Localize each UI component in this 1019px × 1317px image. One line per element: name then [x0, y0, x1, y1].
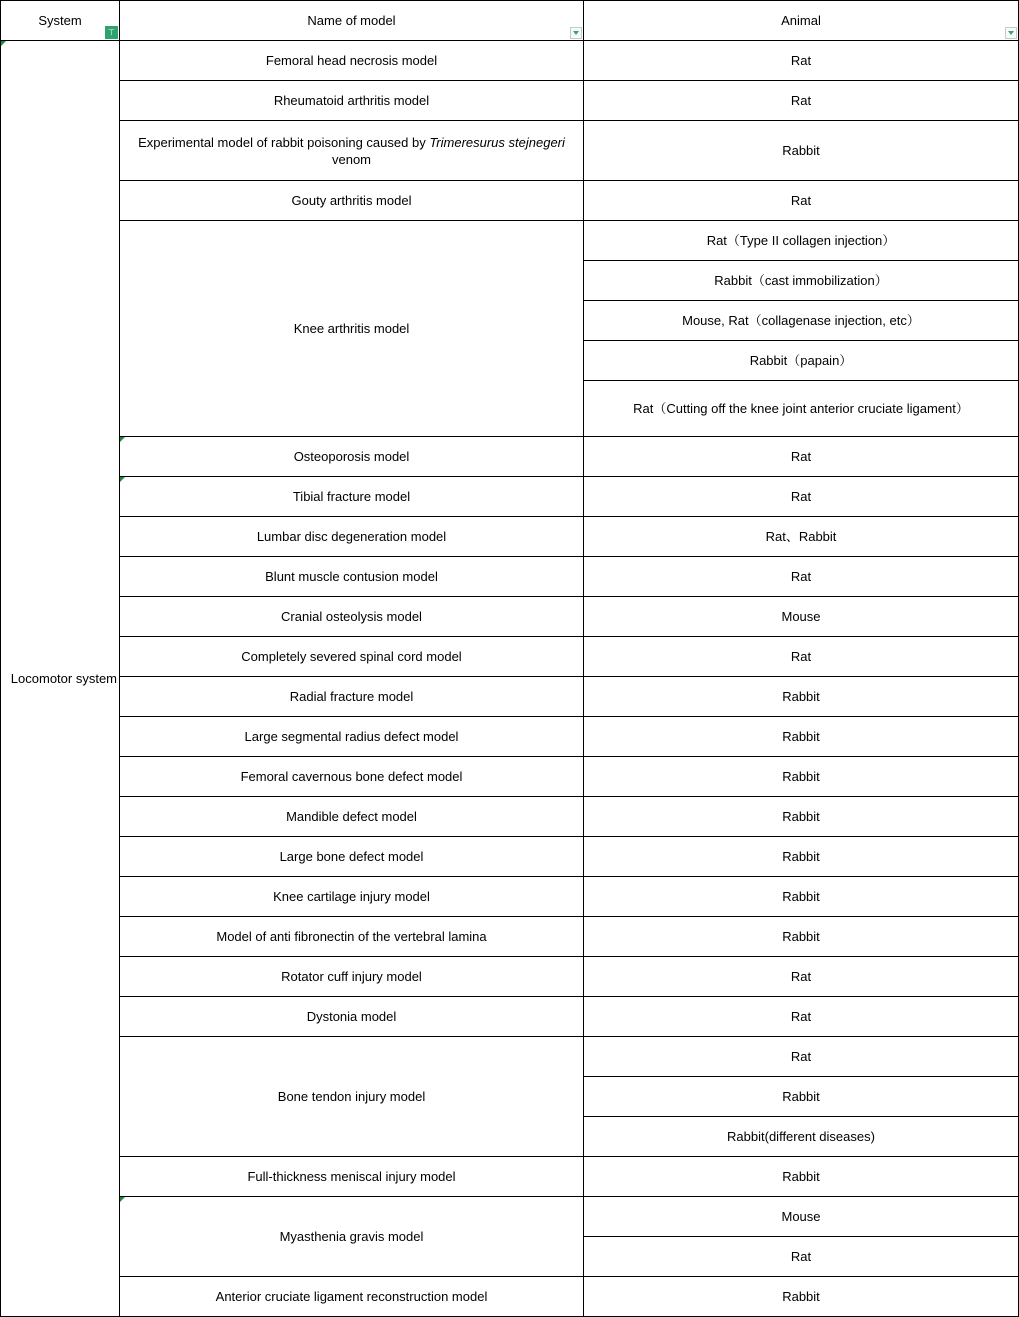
comment-marker-icon [120, 477, 125, 482]
animal-label: Rabbit [782, 143, 820, 158]
animal-cell[interactable] [584, 957, 1019, 997]
model-cell[interactable] [120, 221, 584, 437]
animal-cell[interactable] [584, 1277, 1019, 1317]
model-label-part: Experimental model of rabbit poisoning caused by [138, 134, 430, 150]
header-label: System [38, 13, 82, 28]
model-cell[interactable] [120, 957, 584, 997]
animal-cell[interactable] [584, 1077, 1019, 1117]
animal-cell[interactable] [584, 677, 1019, 717]
model-cell[interactable] [120, 437, 584, 477]
model-label: Rheumatoid arthritis model [273, 93, 430, 108]
model-cell[interactable] [120, 717, 584, 757]
model-label: Mandible defect model [286, 809, 417, 824]
animal-label: Mouse, Rat（collagenase injection, etc） [682, 313, 920, 328]
comment-marker-icon [1, 41, 6, 46]
filter-dropdown-icon[interactable] [1005, 27, 1017, 39]
model-cell[interactable] [120, 1037, 584, 1157]
model-label: Lumbar disc degeneration model [256, 529, 447, 544]
animal-cell[interactable] [584, 477, 1019, 517]
animal-cell[interactable] [584, 1117, 1019, 1157]
animal-label: Rabbit [782, 729, 820, 744]
animal-cell[interactable] [584, 557, 1019, 597]
animal-label: Rabbit（papain） [749, 353, 853, 368]
model-label: Rotator cuff injury model [281, 969, 422, 984]
animal-label: Rat [790, 569, 812, 584]
model-cell[interactable] [120, 41, 584, 81]
model-label: Radial fracture model [289, 689, 414, 704]
model-cell[interactable] [120, 997, 584, 1037]
comment-marker-icon [120, 1197, 125, 1202]
animal-label: Rat（Type II collagen injection） [706, 233, 896, 248]
header-label: Name of model [307, 13, 396, 28]
animal-label: Rat [790, 449, 812, 464]
model-cell[interactable] [120, 677, 584, 717]
model-label: Knee cartilage injury model [273, 889, 430, 904]
animal-label: Rat [790, 93, 812, 108]
animal-cell[interactable] [584, 637, 1019, 677]
model-cell[interactable] [120, 1157, 584, 1197]
animal-cell[interactable] [584, 1037, 1019, 1077]
animal-label: Rat（Cutting off the knee joint anterior cruciate ligament） [633, 401, 969, 416]
model-label: Model of anti fibronectin of the vertebral lamina [216, 929, 487, 944]
animal-cell[interactable] [584, 437, 1019, 477]
system-label: Locomotor system [10, 671, 117, 686]
animal-cell[interactable] [584, 1157, 1019, 1197]
header-label: Animal [781, 13, 821, 28]
model-cell[interactable] [120, 597, 584, 637]
animal-cell[interactable] [584, 757, 1019, 797]
animal-cell[interactable] [584, 917, 1019, 957]
animal-cell[interactable] [584, 797, 1019, 837]
animal-label: Rabbit [782, 849, 820, 864]
model-label [126, 134, 577, 168]
animal-label: Rat [790, 1049, 812, 1064]
header-animal[interactable] [584, 0, 1019, 41]
animal-label: Rabbit [782, 689, 820, 704]
model-label: Large bone defect model [279, 849, 424, 864]
model-cell[interactable] [120, 181, 584, 221]
model-label: Blunt muscle contusion model [265, 569, 438, 584]
model-label: Dystonia model [306, 1009, 397, 1024]
animal-cell[interactable] [584, 997, 1019, 1037]
animal-cell[interactable] [584, 301, 1019, 341]
model-cell[interactable] [120, 1197, 584, 1277]
header-system[interactable] [0, 0, 120, 41]
animal-cell[interactable] [584, 81, 1019, 121]
model-label: Tibial fracture model [292, 489, 411, 504]
animal-label: Rabbit(different diseases) [727, 1129, 875, 1144]
animal-label: Rabbit [782, 889, 820, 904]
animal-label: Rat [790, 53, 812, 68]
filter-active-icon[interactable]: ⊤ [105, 26, 118, 39]
animal-label: Rabbit [782, 769, 820, 784]
system-cell[interactable] [0, 41, 120, 1317]
animal-label: Rat、Rabbit [765, 529, 837, 544]
model-label: Femoral cavernous bone defect model [240, 769, 463, 784]
animal-label: Mouse [781, 1209, 821, 1224]
model-cell[interactable] [120, 477, 584, 517]
animal-cell[interactable] [584, 517, 1019, 557]
animal-cell[interactable] [584, 1237, 1019, 1277]
animal-label: Rabbit [782, 1089, 820, 1104]
animal-cell[interactable] [584, 121, 1019, 181]
animal-label: Rabbit [782, 1289, 820, 1304]
model-label: Completely severed spinal cord model [241, 649, 462, 664]
model-cell[interactable] [120, 917, 584, 957]
model-label: Knee arthritis model [293, 321, 410, 336]
model-cell[interactable] [120, 757, 584, 797]
model-label: Bone tendon injury model [277, 1089, 426, 1104]
species-name-italic: Trimeresurus stejnegeri [429, 134, 565, 150]
model-label: Cranial osteolysis model [281, 609, 422, 624]
animal-cell[interactable] [584, 381, 1019, 437]
animal-label: Rabbit [782, 1169, 820, 1184]
animal-cell[interactable] [584, 877, 1019, 917]
model-cell[interactable] [120, 877, 584, 917]
animal-cell[interactable] [584, 1197, 1019, 1237]
animal-label: Rabbit（cast immobilization） [714, 273, 888, 288]
filter-dropdown-icon[interactable] [570, 27, 582, 39]
animal-cell[interactable] [584, 261, 1019, 301]
animal-label: Rat [790, 969, 812, 984]
model-label: Femoral head necrosis model [265, 53, 438, 68]
animal-label: Rabbit [782, 929, 820, 944]
animal-label: Rat [790, 489, 812, 504]
model-label: Large segmental radius defect model [244, 729, 459, 744]
animal-cell[interactable] [584, 41, 1019, 81]
model-label: Osteoporosis model [293, 449, 410, 464]
model-label: Gouty arthritis model [291, 193, 412, 208]
animal-cell[interactable] [584, 341, 1019, 381]
model-cell[interactable] [120, 81, 584, 121]
model-label: Myasthenia gravis model [279, 1229, 424, 1244]
animal-cell[interactable] [584, 181, 1019, 221]
model-cell[interactable] [120, 637, 584, 677]
model-cell[interactable] [120, 797, 584, 837]
model-label-part: venom [331, 151, 372, 167]
animal-label: Rat [790, 1009, 812, 1024]
animal-cell[interactable] [584, 221, 1019, 261]
animal-cell[interactable] [584, 597, 1019, 637]
animal-label: Rat [790, 649, 812, 664]
model-cell[interactable] [120, 557, 584, 597]
comment-marker-icon [120, 437, 125, 442]
animal-label: Rat [790, 193, 812, 208]
animal-cell[interactable] [584, 837, 1019, 877]
model-cell[interactable] [120, 837, 584, 877]
model-cell[interactable] [120, 121, 584, 181]
model-cell[interactable] [120, 517, 584, 557]
animal-label: Rabbit [782, 809, 820, 824]
model-label: Full-thickness meniscal injury model [247, 1169, 456, 1184]
model-cell[interactable] [120, 1277, 584, 1317]
animal-label: Rat [790, 1249, 812, 1264]
model-label: Anterior cruciate ligament reconstruction model [215, 1289, 488, 1304]
header-model[interactable] [120, 0, 584, 41]
animal-label: Mouse [781, 609, 821, 624]
animal-cell[interactable] [584, 717, 1019, 757]
